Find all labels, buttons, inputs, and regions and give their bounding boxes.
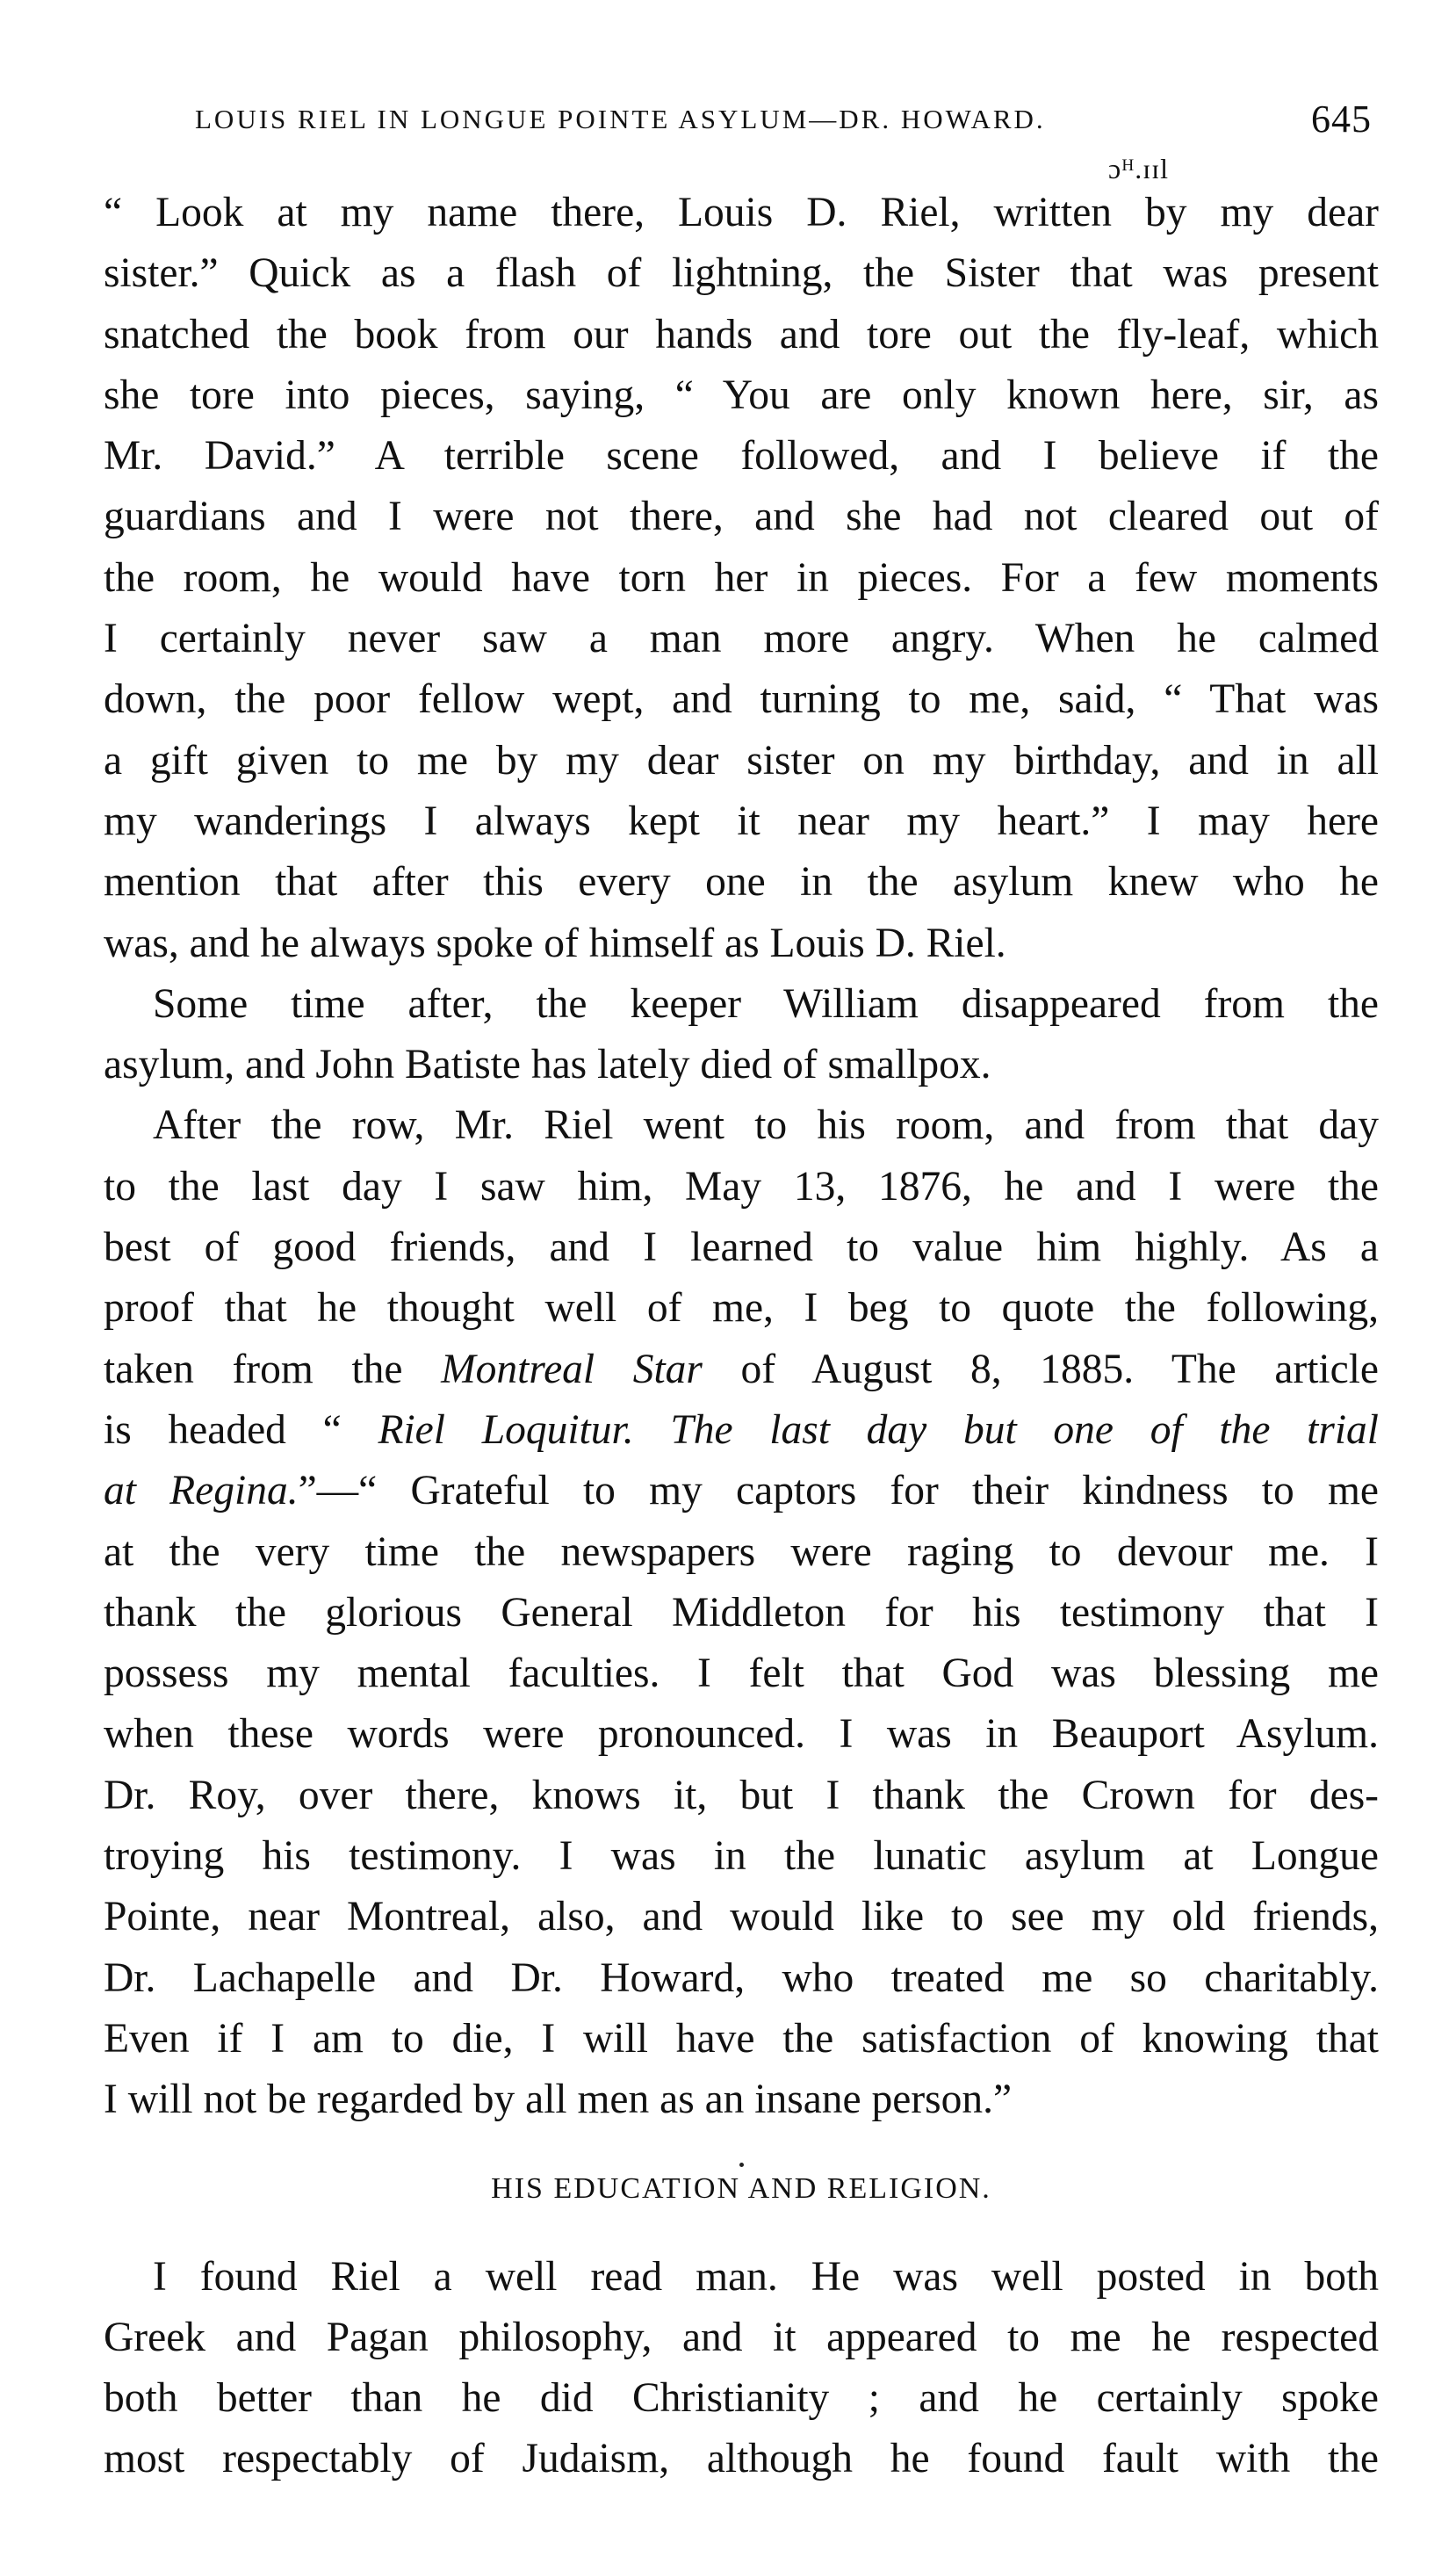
text-line-with-heading-quote xyxy=(104,1461,1379,1521)
text-line: proof that he thought well of me, I beg to quote the following, xyxy=(104,1285,1379,1332)
running-header xyxy=(195,93,1372,146)
paragraph-2 xyxy=(104,974,1379,1096)
text-line: guardians and I were not there, and she had not cleared out of xyxy=(104,494,1379,540)
body-text xyxy=(104,183,1379,2490)
text-line: a gift given to me by my dear sister on my birthday, and in all xyxy=(104,737,1379,784)
section-heading-text: HIS EDUCATION AND RELIGION. xyxy=(491,2171,991,2205)
text-line: thank the glorious General Middleton for his testimony that I xyxy=(104,1589,1379,1636)
text-line: most respectably of Judaism, although he found fault with the xyxy=(104,2436,1379,2482)
stray-print-mark: ɔᴴ.ɪɪl xyxy=(1108,153,1169,184)
text-line: mention that after this every one in the asylum knew who he xyxy=(104,859,1379,906)
paragraph-3 xyxy=(104,1095,1379,2130)
text-line: Some time after, the keeper William disappeared from the xyxy=(153,980,1379,1027)
page-number: 645 xyxy=(1311,98,1372,141)
text-line-with-heading-quote xyxy=(104,1400,1379,1461)
text-line: my wanderings I always kept it near my heart.” I may here xyxy=(104,798,1379,844)
text-line: down, the poor fellow wept, and turning to me, said, “ That was xyxy=(104,676,1379,723)
text-line: snatched the book from our hands and tore out the fly-leaf, which xyxy=(104,311,1379,358)
paragraph-1 xyxy=(104,183,1379,974)
text-run: ”—“ Grateful to my captors for their kindness to me xyxy=(298,1468,1379,1514)
text-line: After the row, Mr. Riel went to his room, and from that day xyxy=(153,1102,1379,1149)
text-line: Greek and Pagan philosophy, and it appeared to me he respected xyxy=(104,2314,1379,2360)
ornament-dot xyxy=(739,2163,744,2167)
text-line: best of good friends, and I learned to value him highly. As a xyxy=(104,1224,1379,1271)
newspaper-title: Montreal Star xyxy=(441,1346,703,1392)
article-heading: Riel Loquitur. The last day but one of the trial xyxy=(378,1406,1379,1453)
text-run: is headed “ xyxy=(104,1406,378,1453)
text-line: Pointe, near Montreal, also, and would like to see my old friends, xyxy=(104,1894,1379,1940)
text-line-with-title xyxy=(104,1340,1379,1400)
text-line: asylum, and John Batiste has lately died of smallpox. xyxy=(104,1042,991,1088)
text-line: Mr. David.” A terrible scene followed, and I believe if the xyxy=(104,433,1379,480)
text-line: “ Look at my name there, Louis D. Riel, written by my dear xyxy=(104,190,1379,235)
text-line: she tore into pieces, saying, “ You are only known here, sir, as xyxy=(104,372,1379,418)
text-run: taken from the xyxy=(104,1346,442,1392)
text-line: sister.” Quick as a flash of lightning, the Sister that was present xyxy=(104,250,1379,297)
section-heading xyxy=(104,2163,1379,2219)
text-line: possess my mental faculties. I felt that God was blessing me xyxy=(104,1651,1379,1697)
article-heading: at Regina. xyxy=(104,1468,299,1514)
text-line: at the very time the newspapers were raging to devour me. I xyxy=(104,1528,1379,1575)
text-run: of August 8, 1885. The article xyxy=(702,1346,1379,1392)
text-line: the room, he would have torn her in pieces. For a few moments xyxy=(104,554,1379,601)
text-line: troying his testimony. I was in the lunatic asylum at Longue xyxy=(104,1833,1379,1880)
text-line: when these words were pronounced. I was in Beauport Asylum. xyxy=(104,1711,1379,1758)
text-line: was, and he always spoke of himself as Louis D. Riel. xyxy=(104,920,1006,966)
text-line: Dr. Roy, over there, knows it, but I thank the Crown for des- xyxy=(104,1772,1379,1818)
text-line: I certainly never saw a man more angry. When he calmed xyxy=(104,616,1379,662)
text-line: both better than he did Christianity ; and he certainly spoke xyxy=(104,2375,1379,2422)
text-line: to the last day I saw him, May 13, 1876, he and I were the xyxy=(104,1163,1379,1210)
text-line: I will not be regarded by all men as an insane person.” xyxy=(104,2077,1013,2123)
text-line: Dr. Lachapelle and Dr. Howard, who treated me so charitably. xyxy=(104,1954,1379,2001)
text-line: I found Riel a well read man. He was well posted in both xyxy=(153,2253,1379,2300)
paragraph-4 xyxy=(104,2247,1379,2490)
running-title: LOUIS RIEL IN LONGUE POINTE ASYLUM—DR. HOWARD. xyxy=(195,104,1046,134)
text-line: Even if I am to die, I will have the satisfaction of knowing that xyxy=(104,2015,1379,2062)
